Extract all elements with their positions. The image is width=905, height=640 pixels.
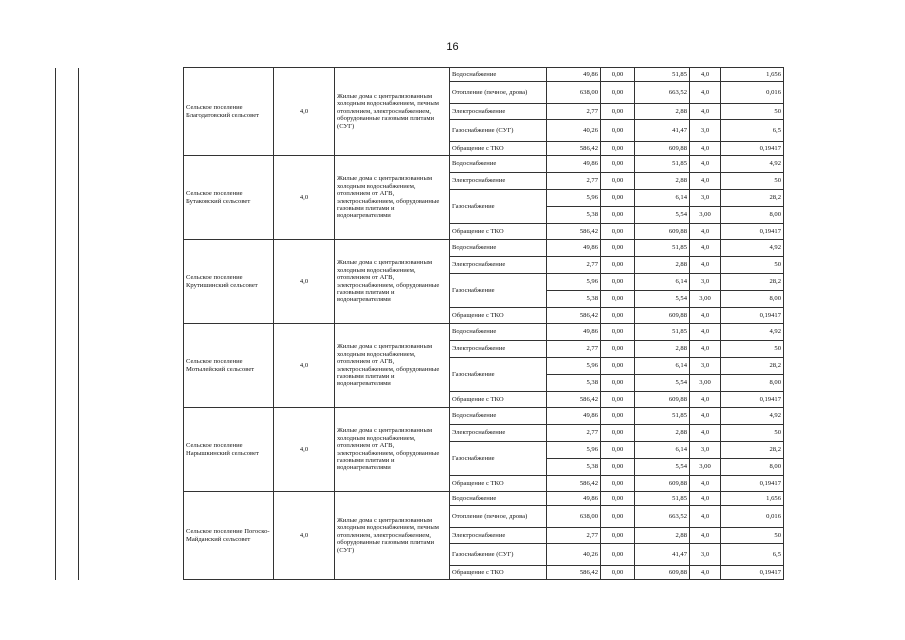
coefficient: 4,0 [274, 240, 335, 324]
value-norm: 8,00 [721, 375, 784, 392]
value-new-tariff: 41,47 [635, 120, 690, 142]
value-zero: 0,00 [601, 324, 635, 341]
value-zero: 0,00 [601, 240, 635, 257]
value-zero: 0,00 [601, 224, 635, 240]
service-name: Обращение с ТКО [450, 142, 547, 156]
value-tariff: 49,86 [547, 156, 601, 173]
value-tariff: 586,42 [547, 308, 601, 324]
value-tariff: 2,77 [547, 104, 601, 120]
value-norm: 6,5 [721, 544, 784, 566]
settlement-name: Сельское поселение Бутаковский сельсовет [184, 156, 274, 240]
settlement-name: Сельское поселение Благодатовский сельсовет [184, 68, 274, 156]
value-norm: 1,656 [721, 68, 784, 82]
value-new-tariff: 51,85 [635, 240, 690, 257]
settlement-name: Сельское поселение Погоско-Майданский сельсовет [184, 492, 274, 580]
value-norm: 0,19417 [721, 224, 784, 240]
service-name: Отопление (печное, дрова) [450, 506, 547, 528]
value-tariff: 586,42 [547, 392, 601, 408]
service-name: Водоснабжение [450, 68, 547, 82]
service-name: Газоснабжение [450, 358, 547, 392]
value-zero: 0,00 [601, 442, 635, 459]
value-index: 4,0 [690, 82, 721, 104]
value-index: 3,0 [690, 358, 721, 375]
value-new-tariff: 5,54 [635, 459, 690, 476]
service-name: Электроснабжение [450, 173, 547, 190]
value-index: 4,0 [690, 68, 721, 82]
service-name: Газоснабжение [450, 274, 547, 308]
value-zero: 0,00 [601, 358, 635, 375]
value-new-tariff: 51,85 [635, 408, 690, 425]
page-number: 16 [446, 41, 459, 53]
settlement-name: Сельское поселение Крутишинский сельсовет [184, 240, 274, 324]
value-zero: 0,00 [601, 476, 635, 492]
value-index: 4,0 [690, 142, 721, 156]
value-zero: 0,00 [601, 566, 635, 580]
value-new-tariff: 5,54 [635, 375, 690, 392]
value-tariff: 2,77 [547, 341, 601, 358]
service-name: Водоснабжение [450, 492, 547, 506]
service-name: Газоснабжение [450, 190, 547, 224]
value-new-tariff: 6,14 [635, 190, 690, 207]
housing-description: Жилые дома с централизованным холодным водоснабжением, отоплением от АГВ, электроснабжением, оборудованные газовыми плитами и водонагревателями [335, 240, 450, 324]
tariff-table [55, 67, 848, 580]
value-tariff: 5,96 [547, 274, 601, 291]
value-zero: 0,00 [601, 274, 635, 291]
value-index: 3,00 [690, 375, 721, 392]
housing-description: Жилые дома с централизованным холодным водоснабжением, отоплением от АГВ, электроснабжением, оборудованные газовыми плитами и водонагревателями [335, 324, 450, 408]
value-new-tariff: 51,85 [635, 156, 690, 173]
value-new-tariff: 609,88 [635, 142, 690, 156]
value-index: 4,0 [690, 528, 721, 544]
value-new-tariff: 609,88 [635, 392, 690, 408]
value-norm: 28,2 [721, 274, 784, 291]
value-norm: 0,016 [721, 506, 784, 528]
value-index: 4,0 [690, 173, 721, 190]
service-name: Электроснабжение [450, 528, 547, 544]
value-norm: 8,00 [721, 291, 784, 308]
value-tariff: 586,42 [547, 142, 601, 156]
value-index: 4,0 [690, 476, 721, 492]
value-norm: 28,2 [721, 358, 784, 375]
coefficient: 4,0 [274, 156, 335, 240]
value-new-tariff: 41,47 [635, 544, 690, 566]
value-index: 4,0 [690, 224, 721, 240]
value-norm: 8,00 [721, 459, 784, 476]
service-name: Электроснабжение [450, 257, 547, 274]
value-tariff: 638,00 [547, 506, 601, 528]
coefficient: 4,0 [274, 68, 335, 156]
value-zero: 0,00 [601, 408, 635, 425]
value-new-tariff: 609,88 [635, 566, 690, 580]
coefficient: 4,0 [274, 408, 335, 492]
value-index: 3,00 [690, 459, 721, 476]
value-norm: 0,19417 [721, 308, 784, 324]
value-new-tariff: 609,88 [635, 308, 690, 324]
settlement-name: Сельское поселение Мотылейский сельсовет [184, 324, 274, 408]
value-tariff: 638,00 [547, 82, 601, 104]
value-index: 3,0 [690, 120, 721, 142]
table-row [56, 68, 848, 82]
value-index: 4,0 [690, 506, 721, 528]
blank-column-a [56, 68, 79, 580]
service-name: Водоснабжение [450, 240, 547, 257]
service-name: Отопление (печное, дрова) [450, 82, 547, 104]
service-name: Газоснабжение (СУГ) [450, 120, 547, 142]
service-name: Водоснабжение [450, 156, 547, 173]
value-index: 4,0 [690, 308, 721, 324]
value-zero: 0,00 [601, 156, 635, 173]
value-norm: 4,92 [721, 324, 784, 341]
value-tariff: 5,38 [547, 291, 601, 308]
value-tariff: 49,86 [547, 408, 601, 425]
value-tariff: 5,38 [547, 459, 601, 476]
value-tariff: 5,96 [547, 442, 601, 459]
value-index: 4,0 [690, 566, 721, 580]
value-tariff: 49,86 [547, 492, 601, 506]
value-zero: 0,00 [601, 544, 635, 566]
value-new-tariff: 6,14 [635, 442, 690, 459]
value-norm: 0,19417 [721, 142, 784, 156]
value-new-tariff: 663,52 [635, 82, 690, 104]
value-norm: 50 [721, 173, 784, 190]
value-new-tariff: 6,14 [635, 274, 690, 291]
value-norm: 1,656 [721, 492, 784, 506]
value-zero: 0,00 [601, 82, 635, 104]
value-norm: 0,19417 [721, 566, 784, 580]
blank-column-b [79, 68, 184, 580]
value-tariff: 586,42 [547, 476, 601, 492]
service-name: Водоснабжение [450, 408, 547, 425]
service-name: Обращение с ТКО [450, 476, 547, 492]
value-norm: 4,92 [721, 240, 784, 257]
value-new-tariff: 5,54 [635, 207, 690, 224]
value-tariff: 2,77 [547, 528, 601, 544]
value-index: 3,0 [690, 274, 721, 291]
value-zero: 0,00 [601, 492, 635, 506]
value-index: 3,0 [690, 190, 721, 207]
value-zero: 0,00 [601, 308, 635, 324]
value-tariff: 5,38 [547, 375, 601, 392]
value-zero: 0,00 [601, 291, 635, 308]
value-tariff: 40,26 [547, 544, 601, 566]
value-tariff: 5,96 [547, 190, 601, 207]
value-norm: 4,92 [721, 156, 784, 173]
value-zero: 0,00 [601, 425, 635, 442]
value-index: 4,0 [690, 392, 721, 408]
value-zero: 0,00 [601, 104, 635, 120]
value-index: 4,0 [690, 425, 721, 442]
service-name: Водоснабжение [450, 324, 547, 341]
value-norm: 50 [721, 257, 784, 274]
value-index: 3,00 [690, 207, 721, 224]
value-zero: 0,00 [601, 142, 635, 156]
value-index: 3,0 [690, 544, 721, 566]
value-norm: 0,016 [721, 82, 784, 104]
value-index: 4,0 [690, 408, 721, 425]
value-tariff: 2,77 [547, 257, 601, 274]
value-new-tariff: 2,88 [635, 257, 690, 274]
settlement-name: Сельское поселение Нарышкинский сельсовет [184, 408, 274, 492]
value-tariff: 2,77 [547, 425, 601, 442]
housing-description: Жилые дома с централизованным холодным водоснабжением, печным отоплением, электроснабжением, оборудованные газовыми плитами (СУГ) [335, 492, 450, 580]
value-index: 3,00 [690, 291, 721, 308]
value-norm: 28,2 [721, 442, 784, 459]
service-name: Электроснабжение [450, 425, 547, 442]
value-zero: 0,00 [601, 392, 635, 408]
value-index: 3,0 [690, 442, 721, 459]
service-name: Обращение с ТКО [450, 566, 547, 580]
value-zero: 0,00 [601, 257, 635, 274]
value-norm: 0,19417 [721, 476, 784, 492]
value-norm: 4,92 [721, 408, 784, 425]
housing-description: Жилые дома с централизованным холодным водоснабжением, печным отоплением, электроснабжением, оборудованные газовыми плитами (СУГ) [335, 68, 450, 156]
value-zero: 0,00 [601, 459, 635, 476]
service-name: Обращение с ТКО [450, 308, 547, 324]
service-name: Газоснабжение [450, 442, 547, 476]
value-new-tariff: 5,54 [635, 291, 690, 308]
service-name: Обращение с ТКО [450, 392, 547, 408]
value-zero: 0,00 [601, 207, 635, 224]
value-zero: 0,00 [601, 173, 635, 190]
value-tariff: 40,26 [547, 120, 601, 142]
value-new-tariff: 51,85 [635, 492, 690, 506]
value-zero: 0,00 [601, 120, 635, 142]
value-new-tariff: 51,85 [635, 324, 690, 341]
value-new-tariff: 609,88 [635, 476, 690, 492]
value-tariff: 586,42 [547, 224, 601, 240]
value-norm: 8,00 [721, 207, 784, 224]
coefficient: 4,0 [274, 324, 335, 408]
housing-description: Жилые дома с централизованным холодным водоснабжением, отоплением от АГВ, электроснабжением, оборудованные газовыми плитами и водонагревателями [335, 156, 450, 240]
value-new-tariff: 2,88 [635, 341, 690, 358]
value-tariff: 5,96 [547, 358, 601, 375]
value-index: 4,0 [690, 324, 721, 341]
value-index: 4,0 [690, 492, 721, 506]
housing-description: Жилые дома с централизованным холодным водоснабжением, отоплением от АГВ, электроснабжением, оборудованные газовыми плитами и водонагревателями [335, 408, 450, 492]
value-norm: 50 [721, 528, 784, 544]
value-zero: 0,00 [601, 528, 635, 544]
value-norm: 50 [721, 425, 784, 442]
value-new-tariff: 2,88 [635, 104, 690, 120]
coefficient: 4,0 [274, 492, 335, 580]
value-new-tariff: 51,85 [635, 68, 690, 82]
value-zero: 0,00 [601, 190, 635, 207]
value-zero: 0,00 [601, 68, 635, 82]
value-norm: 28,2 [721, 190, 784, 207]
value-new-tariff: 2,88 [635, 425, 690, 442]
value-norm: 0,19417 [721, 392, 784, 408]
value-new-tariff: 609,88 [635, 224, 690, 240]
value-index: 4,0 [690, 156, 721, 173]
value-zero: 0,00 [601, 506, 635, 528]
value-new-tariff: 663,52 [635, 506, 690, 528]
value-new-tariff: 2,88 [635, 173, 690, 190]
value-index: 4,0 [690, 341, 721, 358]
value-new-tariff: 2,88 [635, 528, 690, 544]
value-zero: 0,00 [601, 341, 635, 358]
service-name: Обращение с ТКО [450, 224, 547, 240]
value-norm: 50 [721, 341, 784, 358]
value-zero: 0,00 [601, 375, 635, 392]
service-name: Электроснабжение [450, 341, 547, 358]
value-index: 4,0 [690, 240, 721, 257]
value-tariff: 5,38 [547, 207, 601, 224]
value-tariff: 2,77 [547, 173, 601, 190]
value-tariff: 49,86 [547, 68, 601, 82]
value-new-tariff: 6,14 [635, 358, 690, 375]
value-index: 4,0 [690, 257, 721, 274]
value-tariff: 49,86 [547, 324, 601, 341]
value-index: 4,0 [690, 104, 721, 120]
value-norm: 6,5 [721, 120, 784, 142]
value-norm: 50 [721, 104, 784, 120]
service-name: Электроснабжение [450, 104, 547, 120]
value-tariff: 49,86 [547, 240, 601, 257]
value-tariff: 586,42 [547, 566, 601, 580]
service-name: Газоснабжение (СУГ) [450, 544, 547, 566]
